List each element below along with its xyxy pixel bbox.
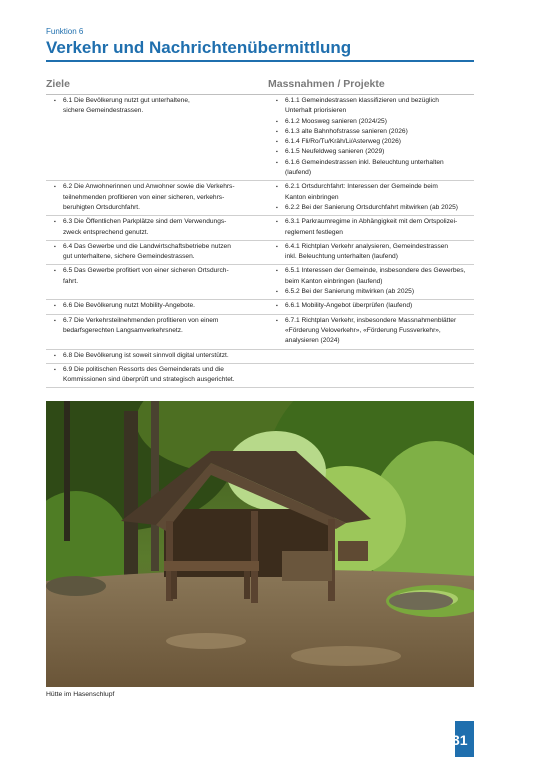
table-row: [46, 181, 474, 216]
massnahmen-cell-list: [276, 316, 474, 347]
table-row: [46, 95, 474, 181]
list-item: ▪ 6.5 Das Gewerbe profitiert von einer sicheren Ortsdurch- fahrt.: [54, 266, 268, 287]
list-item: ▪ 6.1.1 Gemeindestrassen klassifizieren und bezüglich Unterhalt priorisieren: [276, 96, 474, 117]
ziele-cell-list: [54, 266, 268, 287]
table-header: [46, 77, 474, 95]
hut-photo-illustration: [46, 401, 474, 687]
table-row: [46, 216, 474, 241]
list-item: ▪ 6.4.1 Richtplan Verkehr analysieren, Gemeindestrassen inkl. Beleuchtung unterhalten (laufend): [276, 242, 474, 263]
list-item: ▪ 6.1 Die Bevölkerung nutzt gut unterhaltene, sichere Gemeindestrassen.: [54, 96, 268, 117]
ziele-cell-list: [54, 365, 268, 386]
title-rule: [46, 60, 474, 62]
list-item: ▪ 6.1.3 alte Bahnhofstrasse sanieren (2026): [276, 127, 474, 137]
column-header-massnahmen: Massnahmen / Projekte: [268, 78, 385, 90]
list-item: ▪ 6.1.6 Gemeindestrassen inkl. Beleuchtung unterhalten (laufend): [276, 158, 474, 179]
massnahmen-cell: [268, 96, 474, 178]
list-item: ▪ 6.4 Das Gewerbe und die Landwirtschaftsbetriebe nutzen gut unterhaltene, sichere Gemeindestrassen.: [54, 242, 268, 263]
ziele-cell: [46, 316, 268, 347]
list-item: ▪ 6.7.1 Richtplan Verkehr, insbesondere Massnahmenblätter «Förderung Veloverkehr», «Förderung Fussverkehr», analysieren (2024): [276, 316, 474, 347]
list-item: ▪ 6.5.1 Interessen der Gemeinde, insbesondere des Gewerbes, beim Kanton einbringen (laufend): [276, 266, 474, 287]
section-kicker: Funktion 6: [46, 27, 84, 36]
ziele-cell: [46, 266, 268, 297]
list-item: ▪ 6.6 Die Bevölkerung nutzt Mobility-Angebote.: [54, 301, 268, 311]
ziele-cell: [46, 365, 268, 386]
page-number: 31: [452, 732, 468, 748]
table-row: [46, 300, 474, 314]
list-item: ▪ 6.6.1 Mobility-Angebot überprüfen (laufend): [276, 301, 474, 311]
photo-caption: Hütte im Hasenschlupf: [46, 691, 115, 698]
table-row: [46, 241, 474, 266]
list-item: ▪ 6.2 Die Anwohnerinnen und Anwohner sowie die Verkehrs- teilnehmenden profitieren von einer sicheren, verkehrs- beruhigten Ortsdurchfahrt.: [54, 182, 268, 213]
massnahmen-cell-list: [276, 242, 474, 263]
ziele-cell: [46, 301, 268, 311]
table-row: [46, 350, 474, 364]
list-item: ▪ 6.2.2 Bei der Sanierung Ortsdurchfahrt mitwirken (ab 2025): [276, 203, 474, 213]
massnahmen-cell-list: [276, 96, 474, 178]
ziele-cell: [46, 351, 268, 361]
ziele-cell-list: [54, 217, 268, 238]
list-item: ▪ 6.2.1 Ortsdurchfahrt: Interessen der Gemeinde beim Kanton einbringen: [276, 182, 474, 203]
table-row: [46, 315, 474, 350]
ziele-cell: [46, 182, 268, 213]
massnahmen-cell-list: [276, 301, 474, 311]
list-item: ▪ 6.3 Die Öffentlichen Parkplätze sind dem Verwendungs- zweck entsprechend genutzt.: [54, 217, 268, 238]
list-item: ▪ 6.1.5 Neufeldweg sanieren (2029): [276, 147, 474, 157]
massnahmen-cell: [268, 242, 474, 263]
massnahmen-cell: [268, 217, 474, 238]
massnahmen-cell-list: [276, 266, 474, 297]
massnahmen-cell-list: [276, 182, 474, 213]
list-item: ▪ 6.5.2 Bei der Sanierung mitwirken (ab 2025): [276, 287, 474, 297]
ziele-cell: [46, 96, 268, 178]
massnahmen-cell-list: [276, 217, 474, 238]
ziele-cell: [46, 242, 268, 263]
list-item: ▪ 6.7 Die Verkehrsteilnehmenden profitieren von einem bedarfsgerechten Langsamverkehrsnetz.: [54, 316, 268, 337]
ziele-cell-list: [54, 242, 268, 263]
list-item: ▪ 6.1.4 Fli/Ro/Tu/Kräh/Li/Asterweg (2026): [276, 137, 474, 147]
goals-measures-table: [46, 77, 474, 388]
list-item: ▪ 6.1.2 Moosweg sanieren (2024/25): [276, 117, 474, 127]
ziele-cell-list: [54, 301, 268, 311]
ziele-cell: [46, 217, 268, 238]
massnahmen-cell: [268, 351, 474, 361]
ziele-cell-list: [54, 316, 268, 337]
ziele-cell-list: [54, 182, 268, 213]
list-item: ▪ 6.8 Die Bevölkerung ist soweit sinnvoll digital unterstützt.: [54, 351, 268, 361]
massnahmen-cell: [268, 301, 474, 311]
table-row: [46, 265, 474, 300]
massnahmen-cell: [268, 365, 474, 386]
hut-photo: [46, 401, 474, 687]
list-item: ▪ 6.9 Die politischen Ressorts des Gemeinderats und die Kommissionen sind überprüft und strategisch ausgerichtet.: [54, 365, 268, 386]
ziele-cell-list: [54, 96, 268, 117]
column-header-ziele: Ziele: [46, 78, 70, 90]
list-item: ▪ 6.3.1 Parkraumregime in Abhängigkeit mit dem Ortspolizei- reglement festlegen: [276, 217, 474, 238]
massnahmen-cell: [268, 266, 474, 297]
page-title: Verkehr und Nachrichtenübermittlung: [46, 38, 352, 57]
table-body: [46, 95, 474, 388]
massnahmen-cell: [268, 182, 474, 213]
ziele-cell-list: [54, 351, 268, 361]
massnahmen-cell: [268, 316, 474, 347]
table-row: [46, 364, 474, 389]
